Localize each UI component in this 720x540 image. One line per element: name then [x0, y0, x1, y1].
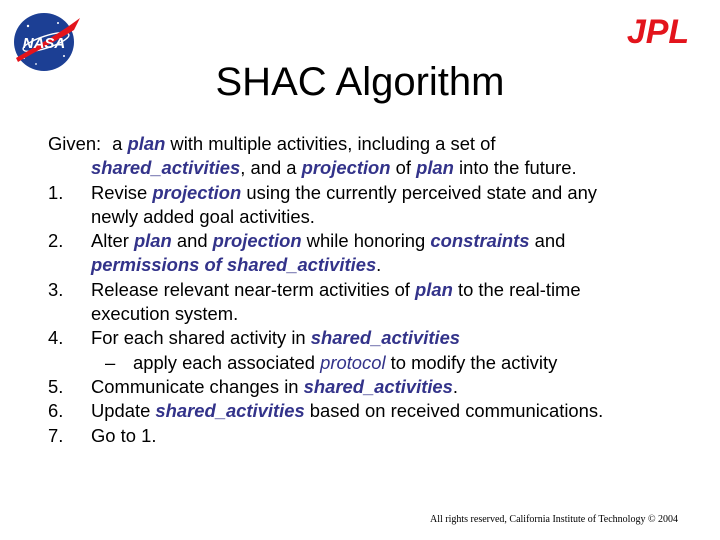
step-number: 5.: [48, 375, 64, 397]
nasa-logo-text: NASA: [22, 35, 66, 52]
dash-bullet: –: [105, 351, 116, 373]
given-line: Given: a plan with multiple activities, including a set of: [48, 132, 708, 156]
slide-title: SHAC Algorithm: [215, 60, 505, 104]
step-1: 1. Revise projection using the currently perceived state and any: [48, 181, 708, 205]
step-4-subitem: – apply each associated protocol to modify the activity: [48, 351, 708, 375]
keyword-plan: plan: [127, 133, 166, 154]
given-label: Given:: [48, 133, 102, 154]
step-6: 6. Update shared_activities based on received communications.: [48, 399, 708, 423]
step-number: 1.: [48, 181, 64, 203]
jpl-logo-text: JPL: [626, 14, 690, 48]
step-7: 7. Go to 1.: [48, 424, 708, 448]
keyword-projection: projection: [301, 157, 391, 179]
keyword-shared-activities: shared_activities: [91, 157, 241, 179]
copyright-footer: All rights reserved, California Institute of Technology © 2004: [430, 514, 679, 525]
step-number: 3.: [48, 278, 64, 300]
keyword-plan: plan: [416, 157, 454, 179]
step-2: 2. Alter plan and projection while honoring constraints and: [48, 229, 708, 253]
step-1-continuation: newly added goal activities.: [91, 205, 315, 227]
step-number: 4.: [48, 327, 64, 349]
step-5: 5. Communicate changes in shared_activities.: [48, 375, 708, 399]
given-continuation: shared_activities, and a projection of plan into the future.: [91, 157, 577, 179]
step-3-continuation: execution system.: [91, 303, 239, 325]
algorithm-body: [48, 132, 708, 448]
step-3: 3. Release relevant near-term activities of plan to the real-time: [48, 278, 708, 302]
step-number: 7.: [48, 424, 64, 446]
jpl-logo-icon: [610, 14, 706, 48]
step-2-continuation: permissions of shared_activities.: [91, 254, 382, 276]
step-number: 6.: [48, 400, 64, 422]
step-4: 4. For each shared activity in shared_activities: [48, 326, 708, 350]
step-number: 2.: [48, 230, 64, 252]
keyword-protocol: protocol: [320, 351, 386, 373]
